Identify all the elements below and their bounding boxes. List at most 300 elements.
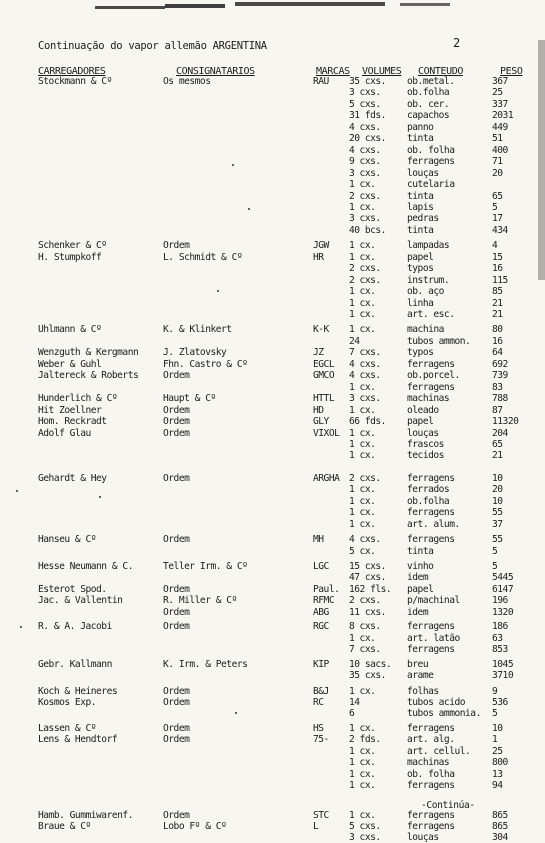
row-contents: idem — [407, 572, 429, 584]
row-weight: 15 — [492, 251, 503, 263]
row-consignee: Ordem — [163, 416, 190, 428]
row-contents: papel — [407, 416, 434, 428]
row-weight: 337 — [492, 98, 508, 110]
row-volumes: 1 cx. — [349, 438, 376, 450]
row-contents: ferragens — [407, 621, 455, 633]
row-contents: tinta — [407, 190, 434, 202]
row-contents: art. alg. — [407, 734, 455, 746]
table-row — [0, 686, 545, 697]
row-contents: ob. aço — [407, 286, 444, 298]
table-row — [0, 87, 545, 98]
table-row — [0, 439, 545, 450]
row-volumes: 1 cx. — [349, 427, 376, 439]
row-shipper: Schenker & Cº — [38, 240, 107, 252]
row-mark: L — [313, 821, 319, 832]
row-contents: linha — [407, 297, 434, 309]
row-contents: papel — [407, 583, 434, 595]
row-consignee: Ordem — [163, 370, 190, 382]
row-consignee: Ordem — [163, 427, 190, 439]
row-weight: 64 — [492, 347, 503, 359]
table-row — [0, 405, 545, 416]
table-row — [0, 496, 545, 507]
table-row — [0, 191, 545, 202]
row-weight: 5 — [492, 708, 498, 720]
row-weight: 865 — [492, 809, 508, 821]
row-volumes: 1 cx. — [349, 484, 376, 496]
table-row — [0, 621, 545, 632]
table-row — [0, 416, 545, 427]
table-row — [0, 99, 545, 110]
row-weight: 449 — [492, 121, 508, 133]
row-mark: RC — [313, 696, 324, 708]
row-weight: 186 — [492, 621, 508, 633]
row-shipper: Jaltereck & Roberts — [38, 370, 139, 382]
table-row — [0, 546, 545, 557]
table-row — [0, 133, 545, 144]
row-weight: 85 — [492, 286, 503, 298]
row-contents: tinta — [407, 545, 434, 557]
row-volumes: 2 cxs. — [349, 595, 381, 607]
row-volumes: 47 cxs. — [349, 572, 386, 584]
table-row — [0, 168, 545, 179]
row-contents: lampadas — [407, 240, 450, 252]
row-contents: ob.porcel. — [407, 370, 460, 382]
row-shipper: Uhlmann & Cº — [38, 324, 102, 336]
row-contents: ferragens — [407, 381, 455, 393]
row-shipper: Gehardt & Hey — [38, 472, 107, 484]
row-mark: RGC — [313, 621, 329, 633]
row-weight: 5 — [492, 545, 498, 557]
row-weight: 434 — [492, 224, 508, 236]
row-volumes: 15 cxs. — [349, 561, 386, 572]
row-weight: 83 — [492, 381, 503, 393]
row-consignee: K. & Klinkert — [163, 324, 232, 336]
row-consignee: Ordem — [163, 240, 190, 252]
row-weight: 20 — [492, 167, 503, 179]
row-consignee: Ordem — [163, 734, 190, 746]
row-weight: 788 — [492, 393, 508, 405]
row-volumes: 1 cx. — [349, 745, 376, 757]
row-mark: LGC — [313, 561, 329, 572]
row-weight: 65 — [492, 438, 503, 450]
table-row — [0, 110, 545, 121]
row-weight: 5 — [492, 561, 498, 572]
table-row — [0, 347, 545, 358]
row-contents: ob.metal. — [407, 76, 455, 87]
table-row — [0, 240, 545, 251]
table-row — [0, 336, 545, 347]
row-volumes: 1 cx. — [349, 201, 376, 213]
column-header-marks: MARCAS — [316, 66, 350, 77]
row-consignee: Ordem — [163, 472, 190, 484]
row-contents: ferragens — [407, 722, 455, 734]
row-contents: ob. folha — [407, 144, 455, 156]
row-contents: ferragens — [407, 156, 455, 168]
row-volumes: 10 sacs. — [349, 658, 392, 670]
row-volumes: 6 — [349, 708, 355, 720]
table-row — [0, 370, 545, 381]
table-row — [0, 145, 545, 156]
row-volumes: 1 cx. — [349, 324, 376, 336]
row-contents: tinta — [407, 133, 434, 145]
row-shipper: Koch & Heineres — [38, 685, 118, 697]
row-weight: 3710 — [492, 670, 514, 682]
row-weight: 17 — [492, 213, 503, 225]
table-row — [0, 810, 545, 821]
table-row — [0, 584, 545, 595]
row-volumes: 3 cxs. — [349, 87, 381, 99]
row-weight: 2031 — [492, 110, 514, 122]
row-volumes: 1 cx. — [349, 768, 376, 780]
row-volumes: 2 cxs. — [349, 472, 381, 484]
table-row — [0, 723, 545, 734]
table-row — [0, 670, 545, 681]
row-shipper: R. & A. Jacobi — [38, 621, 112, 633]
row-contents: ferragens — [407, 780, 455, 792]
row-mark: GMCO — [313, 370, 335, 382]
row-contents: breu — [407, 658, 429, 670]
row-contents: lapis — [407, 201, 434, 213]
row-weight: 71 — [492, 156, 503, 168]
row-shipper: Hit Zoellner — [38, 404, 102, 416]
table-row — [0, 286, 545, 297]
table-row — [0, 473, 545, 484]
row-shipper: Gebr. Kallmann — [38, 658, 112, 670]
row-weight: 10 — [492, 722, 503, 734]
column-header-consignee: CONSIGNATARIOS — [176, 66, 255, 77]
row-weight: 55 — [492, 507, 503, 519]
row-volumes: 4 cxs. — [349, 358, 381, 370]
scan-dot — [217, 290, 219, 292]
row-contents: vinho — [407, 561, 434, 572]
row-volumes: 8 cxs. — [349, 621, 381, 633]
row-weight: 10 — [492, 472, 503, 484]
row-volumes: 3 cxs. — [349, 832, 381, 843]
row-mark: HS — [313, 722, 324, 734]
scan-dot — [235, 712, 237, 714]
row-volumes: 1 cx. — [349, 757, 376, 769]
row-shipper: Wenzguth & Kergmann — [38, 347, 139, 359]
row-contents: p/machinal — [407, 595, 460, 607]
row-weight: 25 — [492, 87, 503, 99]
row-volumes: 4 cxs. — [349, 121, 381, 133]
row-weight: 367 — [492, 76, 508, 87]
row-mark: RAU — [313, 76, 329, 87]
row-consignee: Os mesmos — [163, 76, 211, 87]
row-volumes: 1 cx. — [349, 179, 376, 191]
row-volumes: 31 fds. — [349, 110, 386, 122]
row-contents: idem — [407, 606, 429, 618]
table-row — [0, 734, 545, 745]
row-mark: STC — [313, 809, 329, 821]
row-volumes: 5 cxs. — [349, 98, 381, 110]
row-contents: louças — [407, 427, 439, 439]
row-contents: ferrados — [407, 484, 450, 496]
table-row — [0, 780, 545, 791]
table-row — [0, 275, 545, 286]
row-weight: 11320 — [492, 416, 519, 428]
row-contents: ferragens — [407, 809, 455, 821]
row-volumes: 1 cx. — [349, 450, 376, 462]
table-row — [0, 179, 545, 190]
row-shipper: Hunderlich & Cº — [38, 393, 118, 405]
table-row — [0, 746, 545, 757]
row-volumes: 3 cxs. — [349, 213, 381, 225]
page-number: 2 — [453, 36, 461, 50]
row-volumes: 3 cxs. — [349, 167, 381, 179]
row-contents: capachos — [407, 110, 450, 122]
row-weight: 1320 — [492, 606, 514, 618]
row-weight: 1045 — [492, 658, 514, 670]
row-weight: 5445 — [492, 572, 514, 584]
row-weight: 865 — [492, 821, 508, 832]
scan-blot — [165, 4, 225, 8]
row-mark: HR — [313, 251, 324, 263]
table-row — [0, 263, 545, 274]
row-contents: art. esc. — [407, 309, 455, 320]
table-row — [0, 757, 545, 768]
row-volumes: 1 cx. — [349, 809, 376, 821]
row-consignee: K. Irm. & Peters — [163, 658, 248, 670]
row-mark: HD — [313, 404, 324, 416]
row-mark: RFMC — [313, 595, 335, 607]
row-mark: 75- — [313, 734, 329, 746]
row-contents: art. alum. — [407, 518, 460, 530]
row-volumes: 66 fds. — [349, 416, 386, 428]
table-row — [0, 534, 545, 545]
row-contents: machinas — [407, 757, 450, 769]
continues-note: -Continúa- — [421, 800, 475, 811]
table-row — [0, 832, 545, 843]
row-contents: ferragens — [407, 507, 455, 519]
row-mark: KIP — [313, 658, 329, 670]
row-weight: 800 — [492, 757, 508, 769]
table-row — [0, 122, 545, 133]
row-volumes: 7 cxs. — [349, 347, 381, 359]
row-mark: JZ — [313, 347, 324, 359]
table-row — [0, 633, 545, 644]
row-shipper: Stockmann & Cº — [38, 76, 112, 87]
row-contents: panno — [407, 121, 434, 133]
column-header-contents: CONTEUDO — [418, 66, 463, 77]
table-row — [0, 769, 545, 780]
row-volumes: 14 — [349, 696, 360, 708]
row-weight: 400 — [492, 144, 508, 156]
row-mark: K-K — [313, 324, 329, 336]
row-contents: art. cellul. — [407, 745, 471, 757]
row-consignee: Ordem — [163, 621, 190, 633]
row-volumes: 1 cx. — [349, 685, 376, 697]
row-volumes: 1 cx. — [349, 251, 376, 263]
table-row — [0, 644, 545, 655]
row-volumes: 3 cxs. — [349, 393, 381, 405]
row-volumes: 1 cx. — [349, 381, 376, 393]
row-volumes: 1 cx. — [349, 780, 376, 792]
row-weight: 739 — [492, 370, 508, 382]
row-contents: tubos acido — [407, 696, 466, 708]
row-shipper: Hamb. Gummiwarenf. — [38, 809, 133, 821]
table-row — [0, 324, 545, 335]
document-title: Continuação do vapor allemão ARGENTINA — [38, 40, 267, 52]
row-weight: 21 — [492, 450, 503, 462]
row-weight: 16 — [492, 335, 503, 347]
table-row — [0, 697, 545, 708]
row-contents: instrum. — [407, 274, 450, 286]
row-volumes: 1 cx. — [349, 286, 376, 298]
row-weight: 80 — [492, 324, 503, 336]
row-consignee: Ordem — [163, 685, 190, 697]
row-weight: 21 — [492, 309, 503, 320]
scan-dot — [99, 496, 101, 498]
row-shipper: Adolf Glau — [38, 427, 91, 439]
row-weight: 65 — [492, 190, 503, 202]
row-contents: machinas — [407, 393, 450, 405]
row-mark: VIXOL — [313, 427, 340, 439]
table-row — [0, 607, 545, 618]
row-contents: tinta — [407, 224, 434, 236]
row-weight: 10 — [492, 495, 503, 507]
table-row — [0, 76, 545, 87]
row-weight: 4 — [492, 240, 498, 252]
row-weight: 692 — [492, 358, 508, 370]
scan-dot — [16, 490, 18, 492]
table-row — [0, 225, 545, 236]
scan-dot — [20, 626, 22, 628]
table-row — [0, 202, 545, 213]
row-weight: 9 — [492, 685, 498, 697]
row-volumes: 1 cx. — [349, 297, 376, 309]
row-consignee: Ordem — [163, 696, 190, 708]
table-row — [0, 484, 545, 495]
table-row — [0, 572, 545, 583]
row-consignee: Lobo Fº & Cº — [163, 821, 227, 832]
row-contents: typos — [407, 347, 434, 359]
row-weight: 13 — [492, 768, 503, 780]
table-row — [0, 309, 545, 320]
row-mark: GLY — [313, 416, 329, 428]
row-contents: art. latão — [407, 632, 460, 644]
row-volumes: 1 cx. — [349, 309, 376, 320]
row-shipper: Lassen & Cº — [38, 722, 97, 734]
table-row — [0, 595, 545, 606]
row-shipper: Esterot Spod. — [38, 583, 107, 595]
table-row — [0, 359, 545, 370]
row-contents: ob.folha — [407, 87, 450, 99]
table-row — [0, 708, 545, 719]
row-contents: ferragens — [407, 821, 455, 832]
row-weight: 37 — [492, 518, 503, 530]
row-consignee: Ordem — [163, 404, 190, 416]
row-volumes: 24 — [349, 335, 360, 347]
column-header-weight: PESO — [500, 66, 523, 77]
row-mark: HTTL — [313, 393, 335, 405]
row-consignee: Ordem — [163, 809, 190, 821]
row-contents: pedras — [407, 213, 439, 225]
table-row — [0, 519, 545, 530]
row-volumes: 1 cx. — [349, 404, 376, 416]
row-consignee: Ordem — [163, 722, 190, 734]
row-contents: ob.folha — [407, 495, 450, 507]
row-weight: 304 — [492, 832, 508, 843]
row-mark: ARGHA — [313, 472, 340, 484]
table-row — [0, 298, 545, 309]
row-mark: JGW — [313, 240, 329, 252]
row-contents: ob. folha — [407, 768, 455, 780]
row-contents: cutelaria — [407, 179, 455, 191]
scan-blot — [400, 3, 450, 6]
row-volumes: 4 cxs. — [349, 534, 381, 546]
row-mark: MH — [313, 534, 324, 546]
row-shipper: Jac. & Vallentin — [38, 595, 123, 607]
row-consignee: J. Zlatovsky — [163, 347, 227, 359]
row-volumes: 2 cxs. — [349, 274, 381, 286]
row-weight: 853 — [492, 644, 508, 656]
row-contents: ferragens — [407, 472, 455, 484]
table-row — [0, 428, 545, 439]
scan-blot — [235, 2, 385, 6]
scan-dot — [248, 208, 250, 210]
row-contents: machina — [407, 324, 444, 336]
row-volumes: 5 cx. — [349, 545, 376, 557]
row-contents: louças — [407, 167, 439, 179]
row-contents: frascos — [407, 438, 444, 450]
row-consignee: R. Miller & Cº — [163, 595, 237, 607]
row-shipper: Kosmos Exp. — [38, 696, 97, 708]
row-volumes: 1 cx. — [349, 518, 376, 530]
row-contents: ferragens — [407, 534, 455, 546]
row-mark: Paul. — [313, 583, 340, 595]
row-weight: 1 — [492, 734, 498, 746]
row-volumes: 7 cxs. — [349, 644, 381, 656]
row-weight: 115 — [492, 274, 508, 286]
row-shipper: Lens & Hendtorf — [38, 734, 118, 746]
row-consignee: Ordem — [163, 583, 190, 595]
row-contents: typos — [407, 263, 434, 275]
row-weight: 55 — [492, 534, 503, 546]
row-volumes: 162 fls. — [349, 583, 392, 595]
row-weight: 25 — [492, 745, 503, 757]
row-consignee: Teller Irm. & Cº — [163, 561, 248, 572]
row-shipper: Braue & Cº — [38, 821, 91, 832]
row-volumes: 2 fds. — [349, 734, 381, 746]
row-weight: 16 — [492, 263, 503, 275]
row-weight: 536 — [492, 696, 508, 708]
row-shipper: Hesse Neumann & C. — [38, 561, 133, 572]
table-row — [0, 659, 545, 670]
row-volumes: 4 cxs. — [349, 370, 381, 382]
table-row — [0, 821, 545, 832]
scan-dot — [232, 164, 234, 166]
row-volumes: 40 bcs. — [349, 224, 386, 236]
row-volumes: 1 cx. — [349, 632, 376, 644]
row-contents: tubos ammonia. — [407, 708, 481, 720]
row-weight: 63 — [492, 632, 503, 644]
row-contents: papel — [407, 251, 434, 263]
row-consignee: Ordem — [163, 606, 190, 618]
column-header-volumes: VOLUMES — [362, 66, 402, 77]
table-row — [0, 382, 545, 393]
row-volumes: 1 cx. — [349, 240, 376, 252]
row-consignee: L. Schmidt & Cº — [163, 251, 243, 263]
row-consignee: Ordem — [163, 534, 190, 546]
row-volumes: 5 cxs. — [349, 821, 381, 832]
table-row — [0, 507, 545, 518]
row-contents: oleado — [407, 404, 439, 416]
table-row — [0, 561, 545, 572]
row-shipper: Hanseu & Cº — [38, 534, 97, 546]
row-volumes: 2 cxs. — [349, 190, 381, 202]
row-contents: ferragens — [407, 358, 455, 370]
